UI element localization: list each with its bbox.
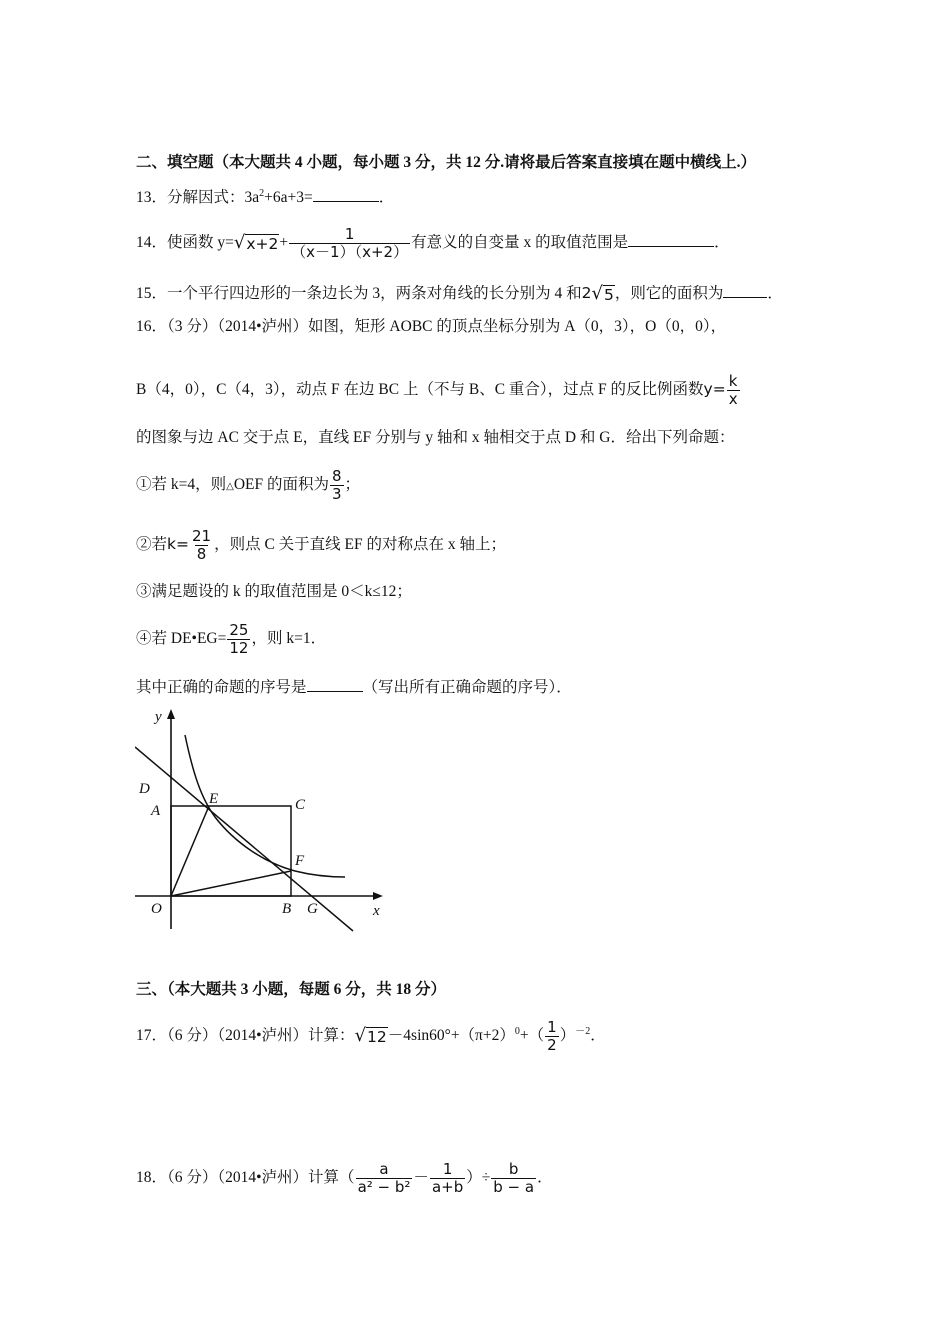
q17-frac [545, 1019, 559, 1054]
q15-text2: ，则它的面积为 [614, 285, 724, 302]
q16-line2: B（4，0），C（4，3），动点 F 在边 BC 上（不与 B、C 重合），过点 F 的反比例函数 [136, 381, 704, 398]
q16-p4-den: 12 [229, 638, 249, 657]
q18-lead: 18．（6 分）（2014•泸州）计算（ [136, 1169, 355, 1186]
label-a: A [151, 803, 161, 819]
label-o: O [151, 901, 162, 917]
q18-f1-num: a [379, 1159, 389, 1178]
q16-p1-triangle: △ [226, 481, 234, 492]
q14-end: ． [714, 234, 730, 251]
q18-f1-den: a² − b² [357, 1177, 411, 1196]
q13-text: 分解因式：3a [167, 189, 260, 206]
q17-sqrt: √ 12 [354, 1025, 387, 1047]
section2-heading: 二、填空题（本大题共 4 小题，每小题 3 分，共 12 分.请将最后答案直接填在题中横线上.） [136, 154, 757, 171]
q18-f2-num: 1 [442, 1159, 453, 1178]
q16-p4-num: 25 [229, 620, 249, 639]
q16-figure [135, 703, 385, 933]
q16-p1-den: 3 [332, 484, 342, 503]
q16-p2-k: k= [167, 535, 189, 553]
question-15 [136, 281, 783, 306]
q17-frac-den: 2 [547, 1035, 557, 1054]
question-17 [136, 1015, 606, 1057]
q16-p1-frac [330, 468, 344, 503]
q15-text: 一个平行四边形的一条边长为 3，两条对角线的长分别为 4 和 [167, 285, 582, 302]
q16-func-den: x [728, 389, 738, 408]
q16-p1-num: 8 [332, 466, 342, 485]
q14-fraction [289, 226, 410, 261]
q17-exp-zero: 0 [514, 1026, 520, 1037]
label-y: y [155, 709, 162, 725]
q17-lead: 17．（6 分）（2014•泸州）计算： [136, 1027, 355, 1044]
q14-number: 14． [136, 234, 168, 251]
section3-heading: 三、（本大题共 3 小题，每题 6 分，共 18 分） [136, 981, 447, 998]
q16-tail-a: 其中正确的命题的序号是 [136, 679, 307, 696]
q15-sqrt: √ 5 [591, 283, 614, 305]
q13-end: ． [378, 189, 395, 206]
q17-mid: －4sin60°+（π+2） [387, 1027, 515, 1044]
q14-text: 使函数 y= [167, 234, 234, 251]
q13-number: 13． [136, 189, 168, 206]
q18-f3-den: b − a [493, 1177, 535, 1196]
question-13 [136, 187, 394, 208]
q17-end: ． [590, 1027, 606, 1044]
q13-text2: +6a+3= [264, 189, 313, 206]
q16-p2-num: 21 [191, 526, 212, 545]
q16-proposition-2 [136, 524, 506, 565]
q17-close: ） [559, 1027, 576, 1044]
q16-p4-b: ，则 k=1． [251, 630, 327, 647]
q16-p2-den: 8 [196, 544, 207, 563]
q18-frac1 [356, 1161, 413, 1196]
q16-func-num: k [728, 371, 738, 390]
q16-proposition-4 [136, 619, 326, 659]
q16-line1: 16．（3 分）（2014•泸州）如图，矩形 AOBC 的顶点坐标分别为 A（0，3），O（0，0）， [136, 318, 727, 335]
q17-exp-neg: －2 [575, 1026, 591, 1037]
q14-frac-den: （x－1）（x+2） [291, 242, 409, 261]
q16-p4-a: ④若 DE•EG= [136, 630, 227, 647]
q18-minus: － [413, 1169, 429, 1186]
q16-line3: 的图象与边 AC 交于点 E，直线 EF 分别与 y 轴和 x 轴相交于点 D 和 G．给出下列命题： [136, 429, 735, 446]
q16-proposition-1 [136, 465, 360, 507]
segment-of [171, 871, 291, 896]
q16-tail-b: （写出所有正确命题的序号）． [362, 679, 572, 696]
x-axis-arrow [373, 892, 383, 900]
q16-func-y: y= [703, 380, 726, 398]
line-ef [135, 747, 353, 931]
q18-frac2 [430, 1161, 465, 1196]
label-b: B [282, 901, 292, 917]
q14-text2: 有意义的自变量 x 的取值范围是 [411, 234, 629, 251]
q16-func-frac [727, 373, 740, 408]
q17-radicand: 12 [367, 1028, 387, 1047]
q16-proposition-3: ③满足题设的 k 的取值范围是 0＜k≤12； [136, 583, 412, 600]
q13-exponent: 2 [259, 188, 265, 199]
question-18 [136, 1157, 553, 1199]
q14-radicand: x+2 [246, 235, 279, 254]
q14-sqrt: √ x+2 [233, 232, 279, 254]
q14-frac-num: 1 [344, 224, 355, 243]
q17-plus: +（ [519, 1027, 545, 1044]
q16-p1-a: ①若 k=4，则 [136, 476, 227, 493]
q16-p2-frac [190, 528, 213, 563]
q16-p1-b: OEF 的面积为 [233, 476, 329, 493]
q16-line2-wrap [136, 369, 741, 410]
q18-end: ． [537, 1169, 553, 1186]
q18-f2-den: a+b [431, 1177, 464, 1196]
q15-answer-blank[interactable] [723, 283, 767, 298]
q13-answer-blank[interactable] [313, 187, 379, 202]
y-axis-arrow [167, 709, 175, 719]
label-x: x [373, 903, 380, 919]
q16-tail [136, 677, 572, 698]
q15-coef: 2 [581, 284, 592, 302]
label-d: D [139, 781, 150, 797]
q15-radicand: 5 [604, 286, 614, 305]
q17-frac-num: 1 [547, 1017, 557, 1036]
q18-div: ）÷ [466, 1169, 491, 1186]
q16-p4-frac [227, 622, 250, 657]
q18-f3-num: b [508, 1159, 519, 1178]
segment-oe [171, 806, 209, 896]
question-14 [136, 222, 730, 264]
rectangle-aobc [171, 806, 291, 896]
q15-number: 15． [136, 285, 168, 302]
label-c: C [295, 797, 306, 813]
q16-p1-end: ； [344, 476, 361, 493]
q14-answer-blank[interactable] [628, 232, 714, 247]
q18-frac3 [491, 1161, 536, 1196]
label-e: E [209, 791, 219, 807]
q14-plus: + [279, 234, 289, 251]
q16-p2-a: ②若 [136, 536, 168, 553]
q15-end: ． [767, 285, 783, 302]
label-f: F [295, 853, 305, 869]
label-g: G [307, 901, 318, 917]
q16-answer-blank[interactable] [307, 677, 363, 692]
q16-p2-b: ，则点 C 关于直线 EF 的对称点在 x 轴上； [214, 536, 507, 553]
